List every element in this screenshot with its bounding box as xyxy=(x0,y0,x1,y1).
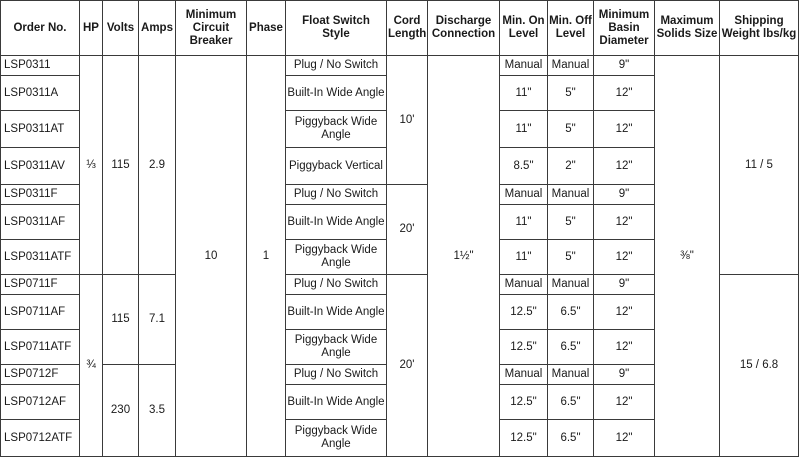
basin-cell: 9" xyxy=(594,185,655,205)
header-float-switch: Float Switch Style xyxy=(286,1,387,56)
amps-cell: 7.1 xyxy=(139,275,176,365)
order-no-cell: LSP0712AF xyxy=(1,385,80,420)
header-volts: Volts xyxy=(103,1,139,56)
amps-cell: 2.9 xyxy=(139,56,176,275)
order-no-cell: LSP0311ATF xyxy=(1,240,80,275)
volts-cell: 115 xyxy=(103,56,139,275)
min-off-cell: 5" xyxy=(548,76,594,111)
min-on-cell: 12.5" xyxy=(500,420,548,457)
order-no-cell: LSP0311AV xyxy=(1,148,80,185)
float-switch-cell: Piggyback Wide Angle xyxy=(286,420,387,457)
min-on-cell: 11" xyxy=(500,240,548,275)
cord-length-cell: 20' xyxy=(387,275,428,457)
float-switch-cell: Piggyback Wide Angle xyxy=(286,330,387,365)
basin-cell: 9" xyxy=(594,275,655,295)
order-no-cell: LSP0311AF xyxy=(1,205,80,240)
cord-length-cell: 10' xyxy=(387,56,428,185)
header-solids: Maximum Solids Size xyxy=(655,1,720,56)
weight-cell: 15 / 6.8 xyxy=(720,275,799,457)
float-switch-cell: Built-In Wide Angle xyxy=(286,76,387,111)
volts-cell: 230 xyxy=(103,365,139,457)
basin-cell: 12" xyxy=(594,240,655,275)
header-phase: Phase xyxy=(247,1,286,56)
float-switch-cell: Plug / No Switch xyxy=(286,56,387,76)
order-no-cell: LSP0712F xyxy=(1,365,80,385)
order-no-cell: LSP0712ATF xyxy=(1,420,80,457)
float-switch-cell: Plug / No Switch xyxy=(286,275,387,295)
basin-cell: 12" xyxy=(594,148,655,185)
min-off-cell: 5" xyxy=(548,240,594,275)
min-on-cell: Manual xyxy=(500,185,548,205)
min-on-cell: 11" xyxy=(500,205,548,240)
min-off-cell: Manual xyxy=(548,56,594,76)
table-row xyxy=(1,56,799,76)
basin-cell: 12" xyxy=(594,330,655,365)
float-switch-cell: Built-In Wide Angle xyxy=(286,295,387,330)
min-on-cell: Manual xyxy=(500,365,548,385)
header-amps: Amps xyxy=(139,1,176,56)
header-hp: HP xyxy=(80,1,103,56)
min-off-cell: Manual xyxy=(548,275,594,295)
min-on-cell: 11" xyxy=(500,111,548,148)
float-switch-cell: Plug / No Switch xyxy=(286,365,387,385)
volts-cell: 115 xyxy=(103,275,139,365)
min-off-cell: 2" xyxy=(548,148,594,185)
header-order-no: Order No. xyxy=(1,1,80,56)
header-cord-length: Cord Length xyxy=(387,1,428,56)
min-off-cell: 6.5" xyxy=(548,385,594,420)
discharge-cell: 1½" xyxy=(428,56,500,457)
float-switch-cell: Plug / No Switch xyxy=(286,185,387,205)
min-off-cell: 6.5" xyxy=(548,295,594,330)
min-off-cell: Manual xyxy=(548,185,594,205)
basin-cell: 12" xyxy=(594,385,655,420)
float-switch-cell: Built-In Wide Angle xyxy=(286,205,387,240)
cord-length-cell: 20' xyxy=(387,185,428,275)
hp-cell: ¾ xyxy=(80,275,103,457)
breaker-cell: 10 xyxy=(176,56,247,457)
min-on-cell: 11" xyxy=(500,76,548,111)
float-switch-cell: Built-In Wide Angle xyxy=(286,385,387,420)
header-breaker: Minimum Circuit Breaker xyxy=(176,1,247,56)
min-on-cell: 12.5" xyxy=(500,330,548,365)
min-on-cell: 8.5" xyxy=(500,148,548,185)
min-off-cell: 6.5" xyxy=(548,330,594,365)
order-no-cell: LSP0311F xyxy=(1,185,80,205)
order-no-cell: LSP0711ATF xyxy=(1,330,80,365)
min-on-cell: Manual xyxy=(500,275,548,295)
order-no-cell: LSP0311A xyxy=(1,76,80,111)
min-on-cell: 12.5" xyxy=(500,385,548,420)
order-no-cell: LSP0311 xyxy=(1,56,80,76)
float-switch-cell: Piggyback Wide Angle xyxy=(286,240,387,275)
basin-cell: 12" xyxy=(594,420,655,457)
basin-cell: 9" xyxy=(594,365,655,385)
basin-cell: 12" xyxy=(594,76,655,111)
header-discharge: Discharge Connection xyxy=(428,1,500,56)
float-switch-cell: Piggyback Vertical xyxy=(286,148,387,185)
min-off-cell: 6.5" xyxy=(548,420,594,457)
header-min-on: Min. On Level xyxy=(500,1,548,56)
amps-cell: 3.5 xyxy=(139,365,176,457)
float-switch-cell: Piggyback Wide Angle xyxy=(286,111,387,148)
min-on-cell: Manual xyxy=(500,56,548,76)
min-off-cell: 5" xyxy=(548,205,594,240)
header-basin: Minimum Basin Diameter xyxy=(594,1,655,56)
weight-cell: 11 / 5 xyxy=(720,56,799,275)
basin-cell: 12" xyxy=(594,111,655,148)
phase-cell: 1 xyxy=(247,56,286,457)
order-no-cell: LSP0711F xyxy=(1,275,80,295)
header-row xyxy=(1,1,799,56)
min-on-cell: 12.5" xyxy=(500,295,548,330)
hp-cell: ⅓ xyxy=(80,56,103,275)
basin-cell: 12" xyxy=(594,295,655,330)
order-no-cell: LSP0311AT xyxy=(1,111,80,148)
solids-cell: ⅜" xyxy=(655,56,720,457)
order-no-cell: LSP0711AF xyxy=(1,295,80,330)
header-weight: Shipping Weight lbs/kg xyxy=(720,1,799,56)
basin-cell: 12" xyxy=(594,205,655,240)
basin-cell: 9" xyxy=(594,56,655,76)
min-off-cell: Manual xyxy=(548,365,594,385)
header-min-off: Min. Off Level xyxy=(548,1,594,56)
min-off-cell: 5" xyxy=(548,111,594,148)
